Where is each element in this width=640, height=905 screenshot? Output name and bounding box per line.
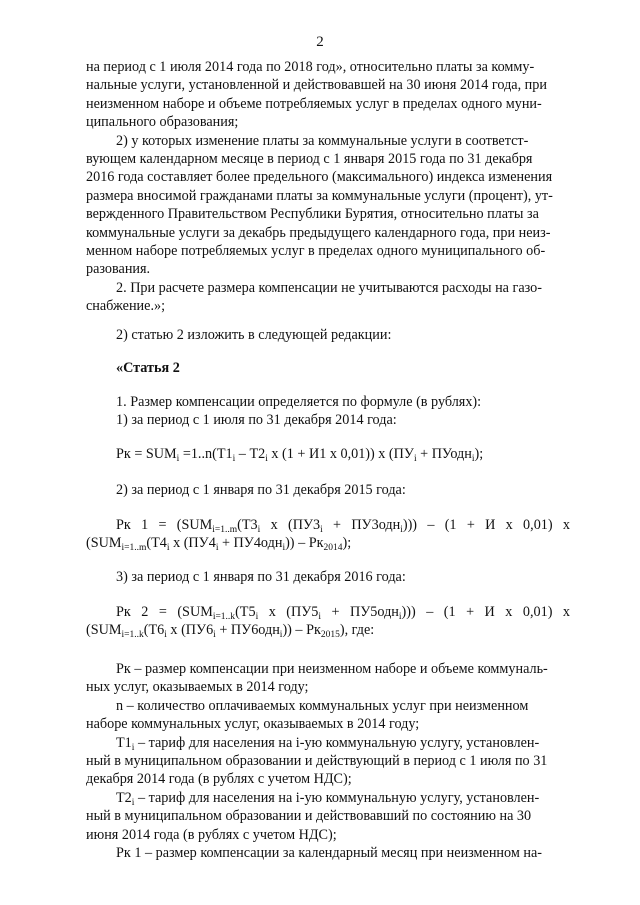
text-line: 2. При расчете размера компенсации не учитываются расходы на газо-	[116, 279, 542, 296]
page-number: 2	[316, 34, 324, 50]
definitions	[86, 660, 570, 862]
text-line: разования.	[86, 261, 151, 278]
text-line: коммунальные услуги за декабрь предыдущего календарного года, при неиз-	[86, 224, 551, 241]
text-line: вующем календарном месяце в период с 1 января 2015 года по 31 декабря	[86, 151, 533, 168]
article-title: «Статья 2	[116, 360, 180, 376]
text-line: на период с 1 июля 2014 года по 2018 год», относительно платы за комму-	[86, 59, 535, 75]
text-line: нальные услуги, установленной и действовавшей на 30 июня 2014 года, при	[86, 77, 547, 94]
formula-1: Рк = $SUM_i =1..n(Т1_i - Т2_i$ x (1 + И1 x 0,01)) x ($ПУ_i$ + ПУодн$_i$);	[116, 446, 484, 464]
formula-2-line-1: Рк $1 = (SUM_{i=1..m}(Т3_i$ x $(ПУ3_i + ПУ3одн_i))) - (1 + И$ x 0,01) x	[116, 517, 570, 535]
text-line: 2016 года составляет более предельного (максимального) индекса изменения	[86, 169, 553, 186]
text-line: вержденного Правительством Республики Бурятия, относительно платы за	[86, 206, 539, 223]
text-line: 2) у которых изменение платы за коммунальные услуги в соответст-	[116, 132, 529, 149]
t1-definition: $Т1_i$ – тариф для населения на i-ую коммунальную услугу, установлен-	[116, 734, 540, 753]
para-1-2: 2) за период с 1 января по 31 декабря 2015 года:	[116, 482, 406, 498]
formula-3	[86, 603, 570, 640]
formula-3-line-1: Рк $2 = (SUM_{i=1..k}(Т5_i$ x $(ПУ5_i + ПУ5одн_i))) - (1 + И$ x 0,01) x	[116, 604, 571, 622]
text-line: ный в муниципальном образовании и действующий в период с 1 июля по 31	[86, 753, 548, 770]
text-line: ных услуг, оказываемых в 2014 году;	[86, 679, 309, 696]
text-line: снабжение.»;	[86, 298, 166, 315]
formula-3-line-2: ($SUM_{i=1..k}(Т6_i$ x $(ПУ6_i + ПУ6одн_i)) - Рк_{2015}$), где:	[86, 622, 375, 641]
amendment-2: 2) статью 2 изложить в следующей редакции:	[116, 327, 392, 343]
continued-text	[86, 58, 570, 316]
text-line: ципального образования;	[86, 114, 239, 131]
text-line: неизменном наборе и объеме потребляемых услуг в пределах одного муни-	[86, 95, 542, 112]
formula-2-line-2: ($SUM_{i=1..m}(Т4_i$ x $(ПУ4_i + ПУ4одн_i)) - Рк_{2014}$);	[86, 535, 352, 554]
article-para-1	[86, 393, 570, 430]
text-line: n – количество оплачиваемых коммунальных услуг при неизменном	[116, 697, 529, 714]
text-line: Рк 1 – размер компенсации за календарный месяц при неизменном на-	[116, 845, 542, 862]
text-line: наборе коммунальных услуг, оказываемых в 2014 году;	[86, 716, 420, 733]
text-line: июня 2014 года (в рублях с учетом НДС);	[86, 826, 337, 843]
formula-2	[86, 516, 570, 553]
text-line: менном наборе потребляемых услуг в пределах одного муниципального об-	[86, 243, 546, 260]
para-1-1: 1) за период с 1 июля по 31 декабря 2014 года:	[116, 412, 397, 429]
text-line: размера вносимой гражданами платы за коммунальные услуги (процент), ут-	[86, 187, 553, 204]
t2-definition: $Т2_i$ – тариф для населения на i-ую коммунальную услугу, установлен-	[116, 789, 540, 808]
text-line: Рк – размер компенсации при неизменном наборе и объеме коммуналь-	[116, 661, 548, 677]
para-1: 1. Размер компенсации определяется по формуле (в рублях):	[116, 394, 482, 410]
para-1-3: 3) за период с 1 января по 31 декабря 2016 года:	[116, 569, 406, 585]
text-line: декабря 2014 года (в рублях с учетом НДС);	[86, 771, 352, 788]
text-line: ный в муниципальном образовании и действовавший по состоянию на 30	[86, 808, 532, 825]
